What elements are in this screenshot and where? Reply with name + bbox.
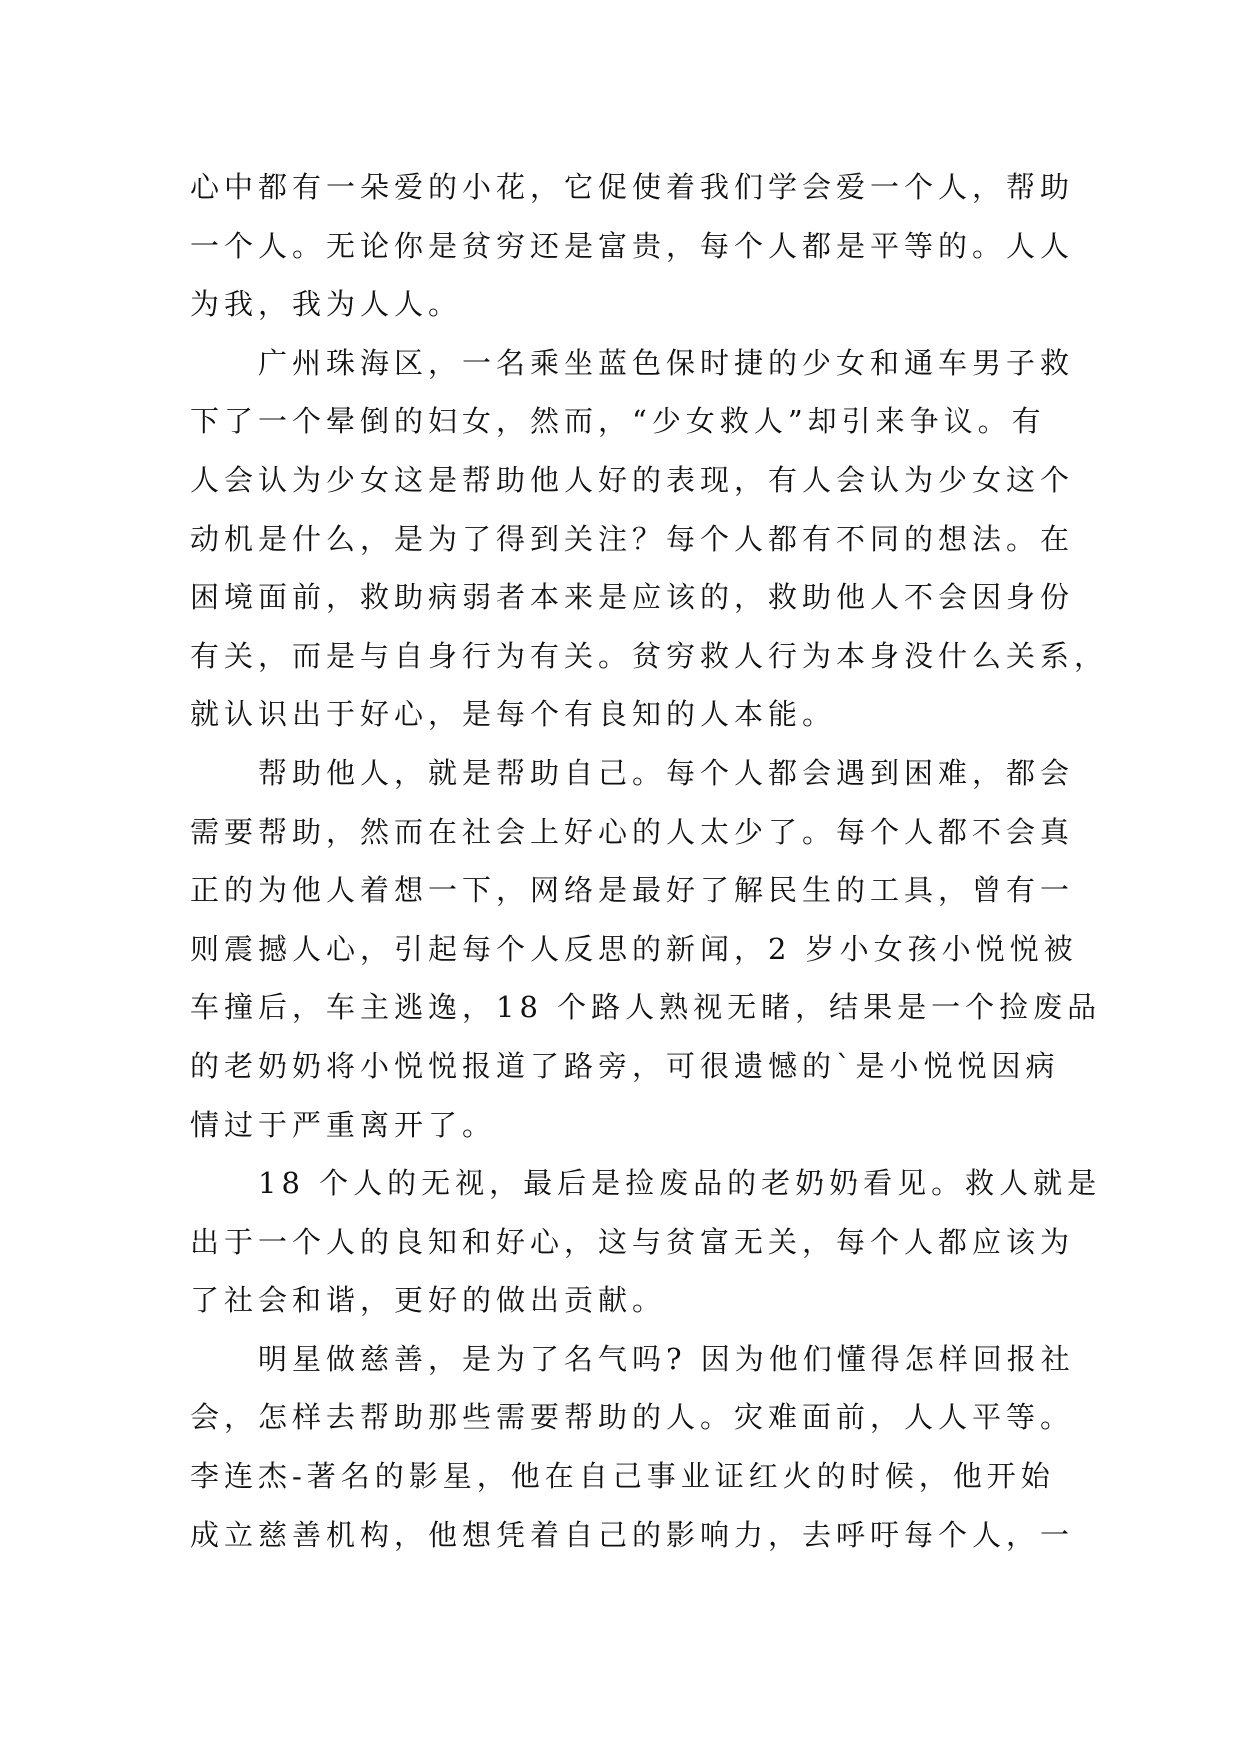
text-line: 下了一个晕倒的妇女，然而，“少女救人”却引来争议。有 [190,404,1046,439]
text-line: 会，怎样去帮助那些需要帮助的人。灾难面前，人人平等。 [190,1400,1075,1435]
paragraph-first-line: 广州珠海区，一名乘坐蓝色保时捷的少女和通车男子救 [258,345,1075,380]
text-line: 一个人。无论你是贫穷还是富贵，每个人都是平等的。人人 [190,228,1075,263]
text-line: 为我，我为人人。 [190,287,463,322]
text-line: 人会认为少女这是帮助他人好的表现，有人会认为少女这个 [190,462,1075,497]
text-line: 情过于严重离开了。 [190,1107,497,1142]
text-line: 动机是什么，是为了得到关注？每个人都有不同的想法。在 [190,521,1075,556]
text-line: 李连杰-著名的影星，他在自己事业证红火的时候，他开始 [190,1459,1055,1494]
body-text [190,158,1109,1564]
text-line: 需要帮助，然而在社会上好心的人太少了。每个人都不会真 [190,814,1075,849]
text-line: 就认识出于好心，是每个有良知的人本能。 [190,697,837,732]
text-line: 困境面前，救助病弱者本来是应该的，救助他人不会因身份 [190,580,1075,615]
text-line: 了社会和谐，更好的做出贡献。 [190,1283,667,1318]
paragraph-first-line: 18 个人的无视，最后是捡废品的老奶奶看见。救人就是 [258,1166,1102,1201]
text-line: 出于一个人的良知和好心，这与贫富无关，每个人都应该为 [190,1224,1075,1259]
text-line: 正的为他人着想一下，网络是最好了解民生的工具，曾有一 [190,873,1075,908]
text-line: 有关，而是与自身行为有关。贫穷救人行为本身没什么关系， [190,638,1109,673]
text-line: 车撞后，车主逃逸，18 个路人熟视无睹，结果是一个捡废品 [190,990,1102,1025]
text-line: 则震撼人心，引起每个人反思的新闻，2 岁小女孩小悦悦被 [190,931,1078,966]
text-line: 心中都有一朵爱的小花，它促使着我们学会爱一个人，帮助 [190,170,1075,204]
text-line: 的老奶奶将小悦悦报道了路旁，可很遗憾的`是小悦悦因病 [190,1048,1060,1083]
paragraph-first-line: 帮助他人，就是帮助自己。每个人都会遇到困难，都会 [258,755,1075,790]
paragraph-first-line: 明星做慈善，是为了名气吗? 因为他们懂得怎样回报社 [258,1341,1075,1376]
text-line: 成立慈善机构，他想凭着自己的影响力，去呼吁每个人，一 [190,1517,1075,1552]
